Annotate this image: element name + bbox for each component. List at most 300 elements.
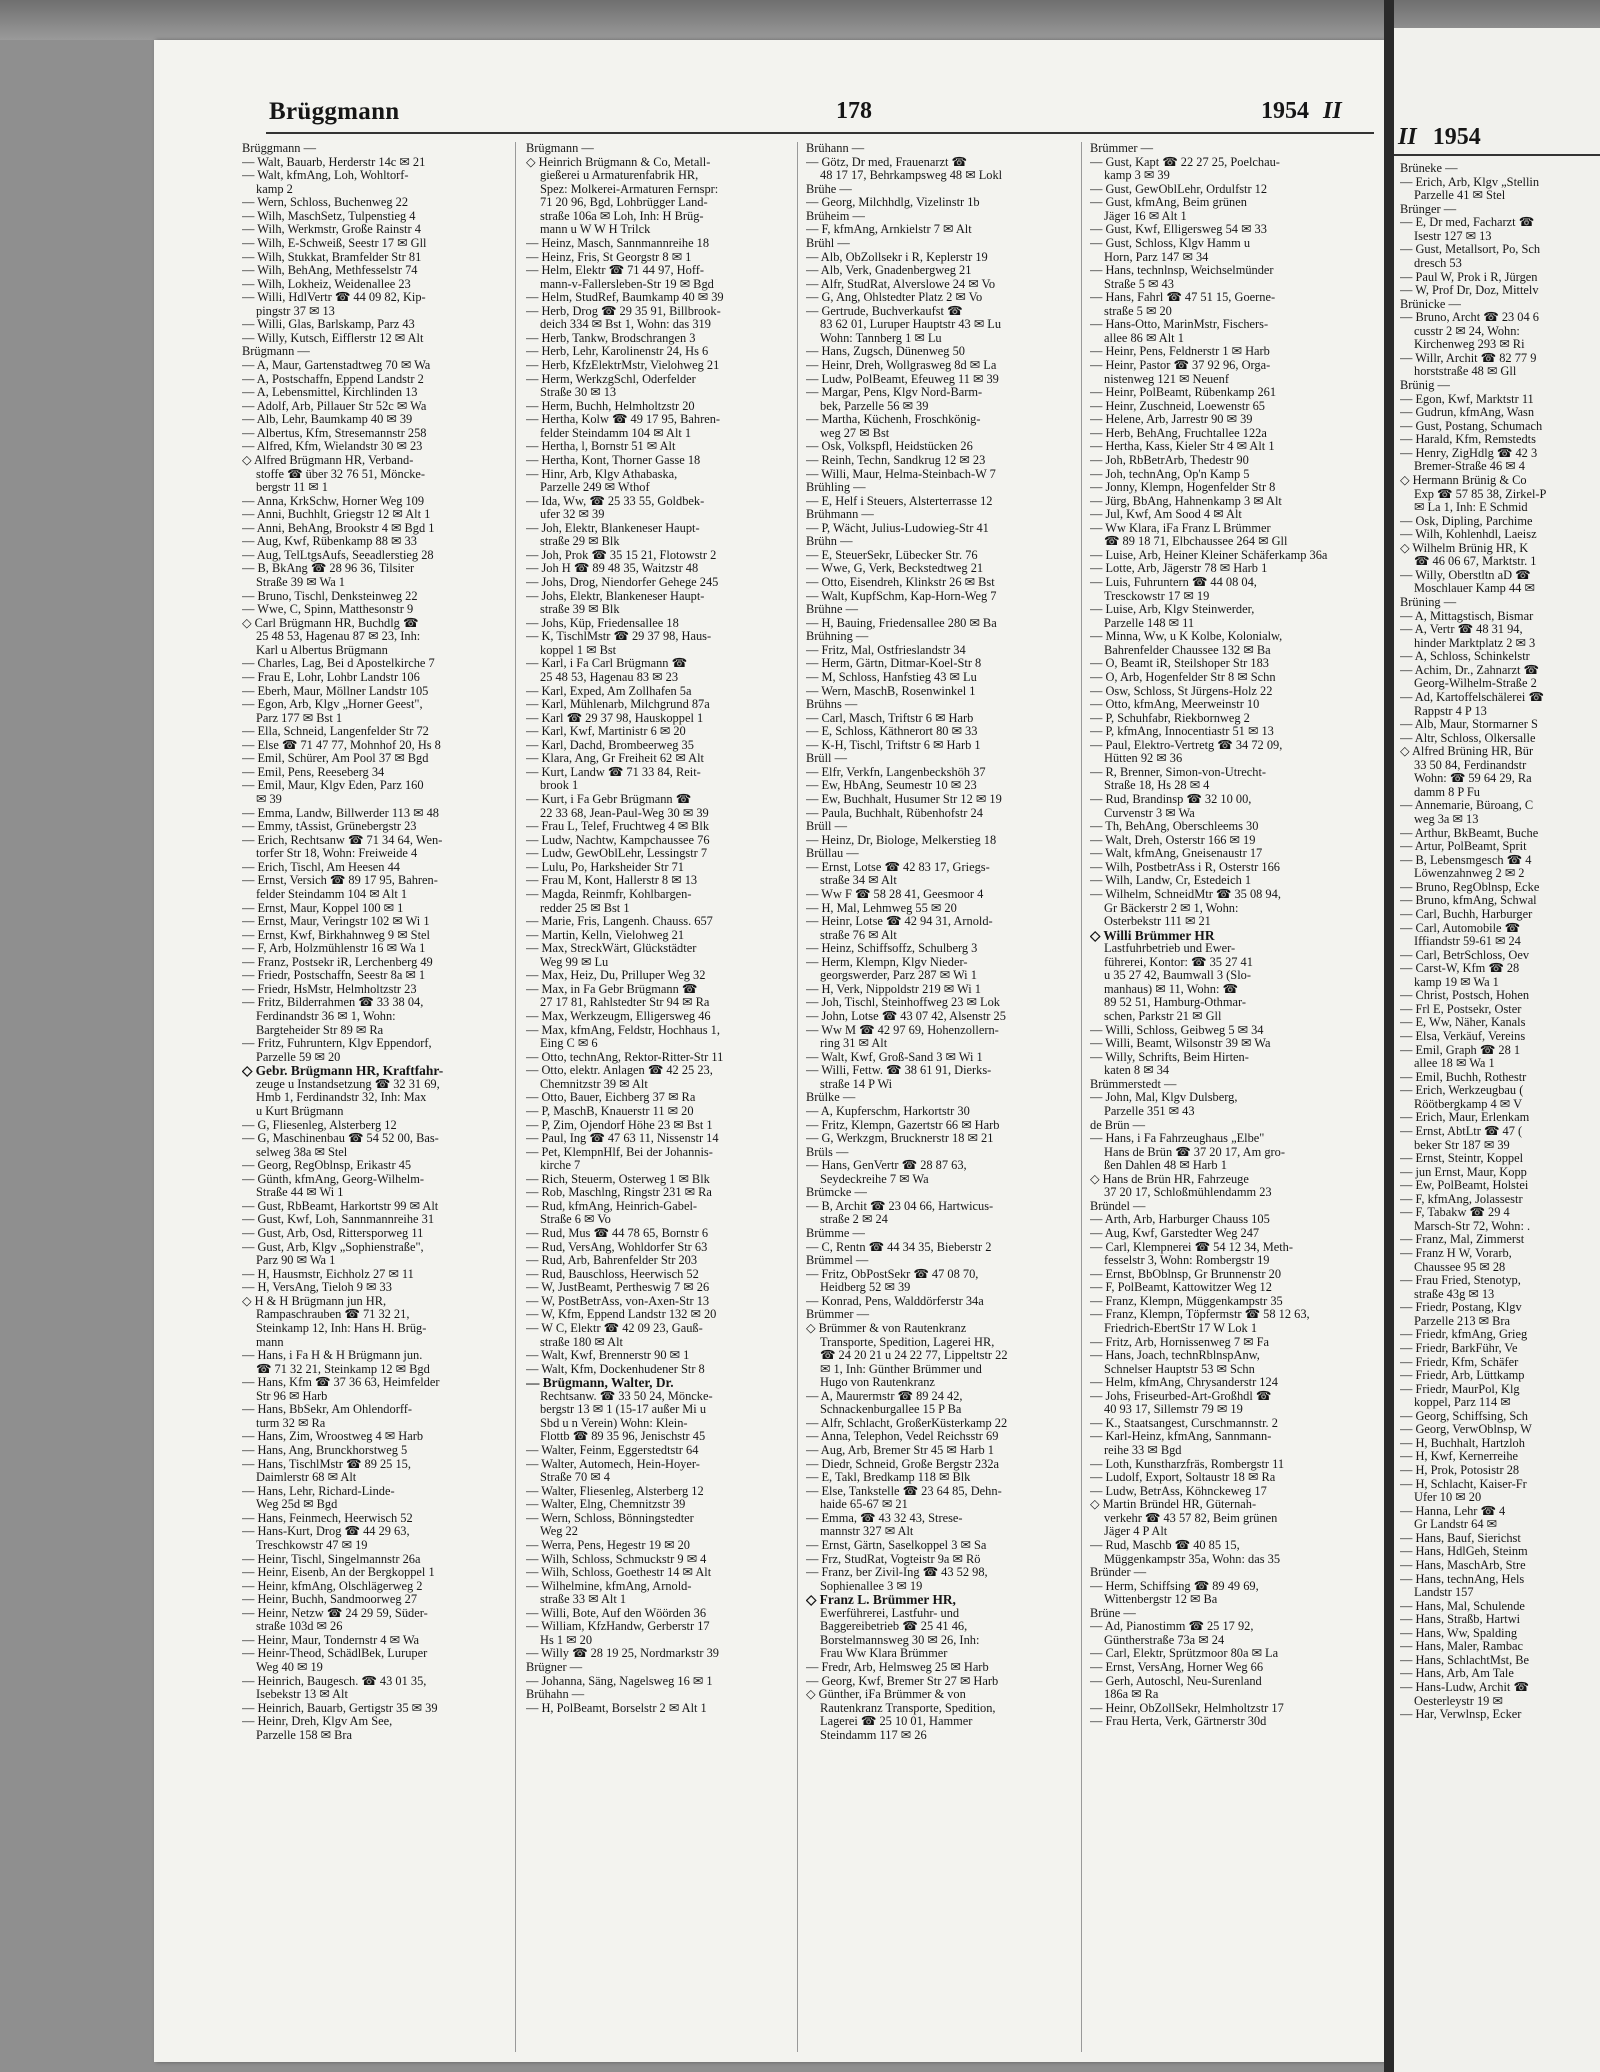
directory-entry-line: Straße 5 ✉ 43 xyxy=(1104,277,1174,291)
directory-entry-line: Karl u Albertus Brügmann xyxy=(256,643,388,657)
directory-entry-line: — A, Postschaffn, Eppend Landstr 2 xyxy=(242,372,424,386)
directory-entry-line: — W, JustBeamt, Pertheswig 7 ✉ 26 xyxy=(526,1281,710,1295)
directory-entry-line: ◇ Gebr. Brügmann HR, Kraftfahr- xyxy=(242,1064,444,1078)
directory-entry-line: Hans de Brün ☎ 37 20 17, Am gro- xyxy=(1104,1145,1285,1159)
adjacent-running-head xyxy=(1398,124,1481,151)
directory-entry-line: — Carl, Buchh, Harburger xyxy=(1400,906,1533,921)
directory-entry-line: — Anni, BehAng, Brookstr 4 ✉ Bgd 1 xyxy=(242,521,435,535)
directory-entry-line: — Hans, MaschArb, Stre xyxy=(1400,1557,1526,1572)
surname-heading: Brümme — xyxy=(806,1227,865,1240)
directory-entry-line: — Herb, BehAng, Fruchtallee 122a xyxy=(1090,426,1267,440)
directory-entry-line: — Ernst, Steintr, Koppel xyxy=(1400,1151,1524,1166)
directory-entry-line: verkehr ☎ 43 57 82, Beim grünen xyxy=(1104,1511,1278,1525)
directory-entry-line: Bremer-Straße 46 ✉ 4 xyxy=(1414,459,1525,474)
directory-entry-line: — Heinz, Fris, St Georgstr 8 ✉ 1 xyxy=(526,250,692,264)
directory-entry-line: — Herb, Lehr, Karolinenstr 24, Hs 6 xyxy=(526,345,709,359)
directory-entry-line: — Fritz, Mal, Ostfrieslandstr 34 xyxy=(806,643,966,657)
directory-entry-line: — Bruno, Archt ☎ 23 04 6 xyxy=(1400,310,1539,325)
directory-entry-line: Rechtsanw. ☎ 33 50 24, Möncke- xyxy=(540,1389,713,1403)
directory-entry-line: — Hans, Fahrl ☎ 47 51 15, Goerne- xyxy=(1090,291,1276,305)
surname-heading: Brügmann — xyxy=(526,142,594,155)
directory-entry-line: — Georg, VerwOblnsp, W xyxy=(1400,1422,1532,1437)
directory-entry-line: — Heinr, Netzw ☎ 24 29 59, Süder- xyxy=(242,1606,428,1620)
directory-entry-line: — Franz, Klempn, Müggenkampstr 35 xyxy=(1090,1294,1283,1308)
directory-entry-line: ◇ Hermann Brünig & Co xyxy=(1400,472,1527,487)
directory-entry-line: — Rud, Arb, Bahrenfelder Str 203 xyxy=(526,1254,698,1268)
surname-heading: Brühann — xyxy=(806,142,865,155)
directory-entry-line: u Kurt Brügmann xyxy=(256,1104,344,1118)
directory-entry-line: — A, Maurermstr ☎ 89 24 42, xyxy=(806,1389,963,1403)
directory-entry-line: — Ad, Pianostimm ☎ 25 17 92, xyxy=(1090,1620,1254,1634)
directory-entry-line: ◇ H & H Brügmann jun HR, xyxy=(242,1294,387,1308)
directory-entry-line: — Heinz, Schiffsoffz, Schulberg 3 xyxy=(806,942,978,956)
surname-heading: Brühns — xyxy=(806,698,858,712)
directory-entry-line: ◇ Willi Brümmer HR xyxy=(1090,928,1215,943)
directory-entry-line: ufer 32 ✉ 39 xyxy=(540,508,605,522)
directory-entry-line: — Hans, Straßb, Hartwi xyxy=(1400,1612,1521,1627)
directory-entry-line: — Wilh, Schloss, Schmuckstr 9 ✉ 4 xyxy=(526,1552,707,1566)
directory-entry-line: — P, kfmAng, Innocentiastr 51 ✉ 13 xyxy=(1090,725,1274,739)
directory-entry-line: — Kurt, Landw ☎ 71 33 84, Reit- xyxy=(526,765,701,779)
directory-entry-line: — Wilhelm, SchneidMtr ☎ 35 08 94, xyxy=(1090,887,1281,901)
surname-heading: Brühmann — xyxy=(806,508,874,522)
directory-entry-line: — Wilh, E-Schweiß, Seestr 17 ✉ Gll xyxy=(242,236,427,250)
directory-entry-line: — P, Zim, Ojendorf Höhe 23 ✉ Bst 1 xyxy=(526,1118,713,1132)
directory-entry-line: — Ew, HbAng, Seumestr 10 ✉ 23 xyxy=(806,779,977,793)
directory-entry-line: Rautenkranz Transporte, Spedition, xyxy=(820,1701,996,1715)
surname-heading: Brühe — xyxy=(806,182,852,196)
directory-entry-line: straße 76 ✉ Alt xyxy=(820,928,897,942)
directory-entry-line: Weg 25d ✉ Bgd xyxy=(256,1498,338,1512)
surname-heading: Brügner — xyxy=(526,1661,583,1674)
directory-entry-line: — Max, in Fa Gebr Brügmann ☎ xyxy=(526,982,698,996)
directory-entry-line: fesselstr 3, Wohn: Rombergstr 19 xyxy=(1104,1254,1270,1268)
directory-entry-line: — Rob, Maschlng, Ringstr 231 ✉ Ra xyxy=(526,1186,712,1200)
directory-entry-line: — Friedr, MaurPol, Klg xyxy=(1400,1381,1520,1396)
directory-entry-line: — Johanna, Säng, Nagelsweg 16 ✉ 1 xyxy=(526,1674,713,1688)
directory-entry-line: — Hans, GenVertr ☎ 28 87 63, xyxy=(806,1159,967,1173)
directory-entry-line: — Annemarie, Büroang, C xyxy=(1400,798,1534,813)
directory-entry-line: Rappstr 4 P 13 xyxy=(1414,703,1487,718)
directory-entry-line: Straße 70 ✉ 4 xyxy=(540,1471,610,1485)
directory-entry-line: — Otto, Eisendreh, Klinkstr 26 ✉ Bst xyxy=(806,576,995,589)
directory-entry-line: — Martin, Kelln, Vielohweg 21 xyxy=(526,928,685,942)
directory-entry-line: führerei, Kontor: ☎ 35 27 41 xyxy=(1104,955,1253,969)
directory-entry-line: mann-v-Fallersleben-Str 19 ✉ Bgd xyxy=(540,277,714,291)
directory-entry-line: — Werra, Pens, Hegestr 19 ✉ 20 xyxy=(526,1538,691,1552)
directory-entry-line: Parzelle 249 ✉ Wthof xyxy=(540,481,650,495)
directory-entry-line: Parzelle 351 ✉ 43 xyxy=(1104,1104,1195,1118)
directory-entry-line: — Wern, MaschB, Rosenwinkel 1 xyxy=(806,684,976,698)
directory-entry-line: — Gust, Kwf, Elligersweg 54 ✉ 33 xyxy=(1090,223,1267,237)
directory-entry-line: — Jürg, BbAng, Hahnenkamp 3 ✉ Alt xyxy=(1090,494,1282,508)
directory-entry-line: ☎ 71 32 21, Steinkamp 12 ✉ Bgd xyxy=(256,1362,430,1376)
directory-entry-line: — E, Schloss, Käthnerort 80 ✉ 33 xyxy=(806,725,978,739)
directory-entry-line: — Erich, Werkzeugbau ( xyxy=(1400,1083,1524,1098)
directory-entry-line: — H, Mal, Lehmweg 55 ✉ 20 xyxy=(806,901,957,915)
directory-entry-line: Rampaschrauben ☎ 71 32 21, xyxy=(256,1308,410,1322)
directory-entry-line: — Har, Verwlnsp, Ecker xyxy=(1400,1707,1522,1722)
section-mark: II xyxy=(1323,98,1342,124)
directory-entry-line: Parz 90 ✉ Wa 1 xyxy=(256,1254,336,1268)
directory-entry-line: — B, Lebensmgesch ☎ 4 xyxy=(1400,852,1532,867)
directory-entry-line: — Artur, PolBeamt, Sprit xyxy=(1400,839,1527,854)
directory-entry-line: — Johs, Küp, Friedensallee 18 xyxy=(526,616,679,630)
directory-entry-line: bergstr 13 ✉ 1 (15-17 außer Mi u xyxy=(540,1403,707,1417)
directory-entry-line: Straße 18, Hs 28 ✉ 4 xyxy=(1104,779,1210,793)
directory-entry-line: — Franz H W, Vorarb, xyxy=(1400,1246,1512,1260)
directory-entry-line: Ferdinandstr 36 ✉ 1, Wohn: xyxy=(256,1010,396,1023)
directory-entry-line: — Rud, kfmAng, Heinrich-Gabel- xyxy=(526,1199,698,1213)
header-rule xyxy=(266,132,1374,134)
directory-entry-line: katen 8 ✉ 34 xyxy=(1104,1064,1170,1078)
surname-heading: Brümmer — xyxy=(1090,142,1153,155)
directory-entry-line: koppel 1 ✉ Bst xyxy=(540,643,617,657)
directory-entry-line: Güntherstraße 73a ✉ 24 xyxy=(1104,1633,1225,1647)
directory-entry-line: — Heinr, kfmAng, Olschlägerweg 2 xyxy=(242,1579,423,1593)
directory-entry-line: 186a ✉ Ra xyxy=(1104,1688,1159,1702)
directory-entry-line: — K., Staatsangest, Curschmannstr. 2 xyxy=(1090,1416,1278,1430)
directory-entry-line: — Ernst, Kwf, Birkhahnweg 9 ✉ Stel xyxy=(242,928,430,942)
directory-entry-line: — Hans, Lehr, Richard-Linde- xyxy=(242,1484,395,1498)
directory-entry-line: straße 180 ✉ Alt xyxy=(540,1335,623,1349)
directory-entry-line: — G, Ang, Ohlstedter Platz 2 ✉ Vo xyxy=(806,291,983,305)
directory-entry-line: straße 2 ✉ 24 xyxy=(820,1213,888,1227)
directory-entry-line: Müggenkampstr 35a, Wohn: das 35 xyxy=(1104,1552,1281,1566)
directory-entry-line: — Hans, Bauf, Sierichst xyxy=(1400,1530,1521,1545)
directory-entry-line: — Diedr, Schneid, Große Bergstr 232a xyxy=(806,1457,1000,1471)
directory-entry-line: — Johs, Elektr, Blankeneser Haupt- xyxy=(526,589,705,603)
surname-heading: Brüneke — xyxy=(1400,162,1458,175)
directory-entry-line: — Walter, Fliesenleg, Alsterberg 12 xyxy=(526,1484,704,1498)
directory-entry-line: torfer Str 18, Wohn: Freiweide 4 xyxy=(256,847,418,861)
surname-heading: Brümmer — xyxy=(806,1308,869,1322)
directory-entry-line: Curvenstr 3 ✉ Wa xyxy=(1104,806,1195,820)
directory-entry-line: Straße 44 ✉ Wi 1 xyxy=(256,1186,344,1200)
directory-entry-line: ✉ 1, Inh: Günther Brümmer und xyxy=(820,1362,982,1376)
directory-entry-line: — Lulu, Po, Harksheider Str 71 xyxy=(526,860,684,874)
directory-entry-line: — Fritz, Bilderrahmen ☎ 33 38 04, xyxy=(242,996,424,1010)
directory-entry-line: — F, PolBeamt, Kattowitzer Weg 12 xyxy=(1090,1281,1272,1295)
directory-entry-line: — Friedr, Arb, Lüttkamp xyxy=(1400,1368,1525,1383)
directory-entry-line: — Helm, kfmAng, Chrysanderstr 124 xyxy=(1090,1376,1278,1390)
directory-entry-line: allee 86 ✉ Alt 1 xyxy=(1104,331,1184,345)
directory-entry-line: — Ew, Buchhalt, Husumer Str 12 ✉ 19 xyxy=(806,793,1002,806)
directory-entry-line: — Ernst, Gärtn, Saselkoppel 3 ✉ Sa xyxy=(806,1538,987,1552)
directory-entry-line: — Gust, Metallsort, Po, Sch xyxy=(1400,242,1541,257)
directory-entry-line: — Joh, RbBetrArb, Thedestr 90 xyxy=(1090,453,1249,467)
directory-entry-line: 71 20 96, Bgd, Lohbrügger Land- xyxy=(540,196,708,210)
directory-entry-line: — Elsa, Verkäuf, Vereins xyxy=(1400,1029,1526,1043)
year: 1954 xyxy=(1261,98,1309,124)
directory-entry-line: — Wilh, Werkmstr, Große Rainstr 4 xyxy=(242,223,421,237)
directory-entry-line: — Max, kfmAng, Feldstr, Hochhaus 1, xyxy=(526,1023,720,1037)
directory-page xyxy=(154,40,1384,2062)
directory-entry-line: Seydeckreihe 7 ✉ Wa xyxy=(820,1172,929,1186)
directory-entry-line: — Heinr, Zuschneid, Loewenstr 65 xyxy=(1090,399,1265,413)
surname-heading: Brüll — xyxy=(806,820,847,834)
directory-entry-line: — Heinrich, Bauarb, Gertigstr 35 ✉ 39 xyxy=(242,1701,438,1715)
directory-entry-line: — Egon, Kwf, Marktstr 11 xyxy=(1400,391,1534,406)
directory-entry-line: Hmb 1, Ferdinandstr 32, Inh: Max xyxy=(256,1091,427,1105)
directory-entry-line: — H, Buchhalt, Hartzloh xyxy=(1400,1435,1525,1450)
directory-entry-line: — Ernst, AbtLtr ☎ 47 ( xyxy=(1400,1123,1523,1138)
directory-entry-line: zeuge u Instandsetzung ☎ 32 31 69, xyxy=(256,1077,440,1091)
surname-heading: Brünig — xyxy=(1400,378,1450,392)
directory-entry-line: — Herm, Buchh, Helmholtzstr 20 xyxy=(526,399,695,413)
directory-entry-line: — Heinrich, Baugesch. ☎ 43 01 35, xyxy=(242,1674,427,1688)
directory-entry-line: straße 29 ✉ Blk xyxy=(540,535,620,549)
directory-entry-line: — Franz, ber Zivil-Ing ☎ 43 52 98, xyxy=(806,1566,988,1580)
directory-entry-line: — Wwe, G, Verk, Beckstedtweg 21 xyxy=(806,562,984,576)
column-divider xyxy=(797,142,798,2052)
directory-entry-line: — Willr, Archit ☎ 82 77 9 xyxy=(1400,350,1537,365)
directory-entry-line: — H, Verk, Nippoldstr 219 ✉ Wi 1 xyxy=(806,982,981,996)
directory-entry-line: — Harald, Kfm, Remstedts xyxy=(1400,432,1536,447)
directory-entry-line: — Wilh, PostbetrAss i R, Osterstr 166 xyxy=(1090,860,1280,874)
directory-entry-line: — Hans, HdlGeh, Steinm xyxy=(1400,1544,1528,1559)
directory-entry-line: — Karl, i Fa Carl Brügmann ☎ xyxy=(526,657,687,671)
directory-entry-line: Straße 6 ✉ Vo xyxy=(540,1213,611,1227)
directory-entry-line: turm 32 ✉ Ra xyxy=(256,1416,326,1430)
directory-entry-line: Steinkamp 12, Inh: Hans H. Brüg- xyxy=(256,1321,427,1335)
directory-entry-line: — Hans, Ww, Spalding xyxy=(1400,1625,1518,1640)
directory-entry-line: — Joh, Elektr, Blankeneser Haupt- xyxy=(526,521,700,535)
running-head-name: Brüggmann xyxy=(269,98,400,125)
directory-entry-line: — Marie, Fris, Langenh. Chauss. 657 xyxy=(526,915,713,929)
directory-entry-line: — Max, Heiz, Du, Prilluper Weg 32 xyxy=(526,969,706,983)
directory-entry-line: — Joh, Tischl, Steinhoffweg 23 ✉ Lok xyxy=(806,996,1000,1010)
directory-column-1 xyxy=(242,142,510,2057)
directory-entry-line: — Alb, Maur, Stormarner S xyxy=(1400,717,1538,732)
directory-entry-line: — Erich, Maur, Erlenkam xyxy=(1400,1110,1530,1125)
directory-entry-line: Gr Bäckerstr 2 ✉ 1, Wohn: xyxy=(1104,901,1239,915)
directory-entry-line: — Fritz, Arb, Hornissenweg 7 ✉ Fa xyxy=(1090,1335,1270,1349)
directory-entry-line: dresch 53 xyxy=(1414,255,1462,270)
directory-entry-line: — E, Helf i Steuers, Alsterterrasse 12 xyxy=(806,494,993,508)
directory-entry-line: straße 103d ✉ 26 xyxy=(256,1620,343,1634)
surname-heading: Brühne — xyxy=(806,603,858,617)
directory-entry-line: ring 31 ✉ Alt xyxy=(820,1037,888,1051)
surname-heading: Brügmann — xyxy=(242,345,310,359)
directory-entry-line: — E, SteuerSekr, Lübecker Str. 76 xyxy=(806,548,978,562)
directory-entry-line: — Johs, Friseurbed-Art-Großhdl ☎ xyxy=(1090,1389,1272,1403)
directory-entry-line: — Else, Tankstelle ☎ 23 64 85, Dehn- xyxy=(806,1484,1002,1498)
directory-entry-line: — Rud, Mus ☎ 44 78 65, Bornstr 6 xyxy=(526,1227,709,1240)
directory-entry-line: — Heinr-Theod, SchädlBek, Luruper xyxy=(242,1647,428,1661)
directory-entry-line: — Heinr, Tischl, Singelmannstr 26a xyxy=(242,1552,421,1566)
directory-entry-line: kamp 2 xyxy=(256,182,293,196)
directory-entry-line: 37 20 17, Schloßmühlendamm 23 xyxy=(1104,1186,1272,1200)
surname-heading: Brünger — xyxy=(1400,201,1457,216)
directory-entry-line: Daimlerstr 68 ✉ Alt xyxy=(256,1471,357,1485)
directory-entry-line: — P, Schuhfabr, Riekbornweg 2 xyxy=(1090,711,1250,725)
directory-entry-line: Horn, Parz 147 ✉ 34 xyxy=(1104,250,1209,264)
directory-entry-line: — Erich, Arb, Klgv „Stellin xyxy=(1400,174,1540,189)
directory-entry-line: — Erich, Tischl, Am Heesen 44 xyxy=(242,860,400,874)
directory-entry-line: — Alfr, Schlacht, GroßerKüsterkamp 22 xyxy=(806,1416,1008,1430)
directory-entry-line: — Max, StreckWärt, Glückstädter xyxy=(526,942,697,956)
directory-entry-line: 33 50 84, Ferdinandstr xyxy=(1414,757,1527,772)
directory-entry-line: — F, kfmAng, Jolassestr xyxy=(1400,1191,1523,1206)
directory-entry-line: Tresckowstr 17 ✉ 19 xyxy=(1104,589,1210,603)
directory-entry-line: — Walt, kfmAng, Gneisenaustr 17 xyxy=(1090,847,1263,861)
directory-entry-line: — Ad, Kartoffelschälerei ☎ xyxy=(1400,689,1544,704)
directory-entry-line: — Willi, HdlVertr ☎ 44 09 82, Kip- xyxy=(242,291,426,305)
directory-entry-line: — Elfr, Verkfn, Langenbeckshöh 37 xyxy=(806,765,986,779)
directory-entry-line: beker Str 187 ✉ 39 xyxy=(1414,1137,1510,1152)
directory-entry-line: — Gertrude, Buchverkaufst ☎ xyxy=(806,304,963,318)
directory-entry-line: Iffiandstr 59-61 ✉ 24 xyxy=(1414,934,1521,949)
directory-entry-line: — Günth, kfmAng, Georg-Wilhelm- xyxy=(242,1172,425,1186)
directory-entry-line: — E, Ww, Näher, Kanals xyxy=(1400,1015,1526,1030)
directory-entry-line: mann u W W H Trilck xyxy=(540,223,651,237)
directory-entry-line: — Rud, VersAng, Wohldorfer Str 63 xyxy=(526,1240,708,1254)
directory-entry-line: — H, Schlacht, Kaiser-Fr xyxy=(1400,1476,1527,1491)
directory-entry-line: — Walter, Automech, Hein-Hoyer- xyxy=(526,1457,700,1471)
surname-heading: Brüls — xyxy=(806,1145,849,1159)
directory-entry-line: — Luise, Arb, Heiner Kleiner Schäferkamp 36a xyxy=(1090,548,1328,562)
directory-entry-line: — Hans-Otto, MarinMstr, Fischers- xyxy=(1090,318,1269,332)
directory-entry-line: — Martha, Küchenh, Froschkönig- xyxy=(806,413,981,427)
directory-entry-line: — Joh, technAng, Op'n Kamp 5 xyxy=(1090,467,1250,481)
directory-entry-line: — Albertus, Kfm, Stresemannstr 258 xyxy=(242,426,427,440)
directory-entry-line: — Walt, KupfSchm, Kap-Horn-Weg 7 xyxy=(806,589,997,603)
directory-entry-line: — E, Takl, Bredkamp 118 ✉ Blk xyxy=(806,1471,971,1485)
directory-entry-line: ◇ Hans de Brün HR, Fahrzeuge xyxy=(1090,1172,1249,1186)
directory-entry-line: 40 93 17, Sillemstr 79 ✉ 19 xyxy=(1104,1403,1243,1417)
directory-entry-line: ◇ Wilhelm Brünig HR, K xyxy=(1400,540,1529,555)
directory-entry-line: — Joh, Prok ☎ 35 15 21, Flotowstr 2 xyxy=(526,548,717,562)
column-divider xyxy=(515,142,516,2052)
directory-entry-line: — Otto, kfmAng, Meerweinstr 10 xyxy=(1090,698,1260,712)
directory-entry-line: — Jonny, Klempn, Hogenfelder Str 8 xyxy=(1090,481,1276,495)
directory-entry-line: — Heinr, Dreh, Wollgrasweg 8d ✉ La xyxy=(806,359,997,372)
adjacent-year: 1954 xyxy=(1432,124,1481,150)
directory-entry-line: — Willy, Oberstltn aD ☎ xyxy=(1400,567,1531,582)
directory-entry-line: — B, BkAng ☎ 28 96 36, Tilsiter xyxy=(242,562,415,576)
directory-entry-line: Isestr 127 ✉ 13 xyxy=(1414,228,1492,243)
directory-entry-line: Lagerei ☎ 25 10 01, Hammer xyxy=(820,1715,973,1729)
directory-entry-line: — Frau E, Lohr, Lohbr Landstr 106 xyxy=(242,670,420,684)
directory-entry-line: — P, MaschB, Knauerstr 11 ✉ 20 xyxy=(526,1104,694,1118)
directory-entry-line: — Hans, TischlMstr ☎ 89 25 15, xyxy=(242,1457,411,1471)
directory-entry-line: — O, Arb, Hogenfelder Str 8 ✉ Schn xyxy=(1090,670,1276,684)
directory-entry-line: 27 17 81, Rahlstedter Str 94 ✉ Ra xyxy=(540,996,710,1010)
directory-entry-line: Flottb ☎ 89 35 96, Jenischstr 45 xyxy=(540,1430,706,1444)
directory-entry-line: Str 96 ✉ Harb xyxy=(256,1389,328,1403)
directory-entry-line: — Ww M ☎ 42 97 69, Hohenzollern- xyxy=(806,1023,999,1037)
directory-entry-line: Jäger 4 P Alt xyxy=(1104,1525,1168,1539)
directory-entry-line: 83 62 01, Luruper Hauptstr 43 ✉ Lu xyxy=(820,318,1002,332)
directory-entry-line: Baggereibetrieb ☎ 25 41 46, xyxy=(820,1620,968,1634)
directory-entry-line: straße 34 ✉ Alt xyxy=(820,874,897,888)
directory-entry-line: hinder Marktplatz 2 ✉ 3 xyxy=(1414,635,1536,650)
directory-entry-line: — Hinr, Arb, Klgv Athabaska, xyxy=(526,467,678,481)
directory-entry-line: — Frl E, Postsekr, Oster xyxy=(1400,1001,1522,1016)
directory-entry-line: Transporte, Spedition, Lagerei HR, xyxy=(820,1335,995,1349)
directory-entry-line: bergstr 11 ✉ 1 xyxy=(256,481,328,495)
directory-entry-line: allee 18 ✉ Wa 1 xyxy=(1414,1056,1495,1071)
directory-entry-line: — Otto, Bauer, Eichberg 37 ✉ Ra xyxy=(526,1091,696,1105)
surname-heading: Brühling — xyxy=(806,481,866,495)
directory-entry-line: — Carl, BetrSchloss, Oev xyxy=(1400,947,1530,962)
directory-entry-line: Moschlauer Kamp 44 ✉ xyxy=(1414,581,1535,596)
directory-entry-line: — Anna, KrkSchw, Horner Weg 109 xyxy=(242,494,425,508)
directory-entry-line: — Hans-Ludw, Archit ☎ xyxy=(1400,1680,1529,1694)
directory-entry-line: — Heinr, PolBeamt, Rübenkamp 261 xyxy=(1090,386,1277,400)
directory-entry-line: ☎ 24 20 21 u 24 22 77, Lippeltstr 22 xyxy=(820,1349,1008,1363)
surname-heading: Brühahn — xyxy=(526,1688,585,1702)
directory-entry-line: — Emil, Graph ☎ 28 1 xyxy=(1400,1042,1521,1057)
directory-entry-line: Eing C ✉ 6 xyxy=(540,1037,598,1051)
directory-entry-line: — E, Dr med, Facharzt ☎ xyxy=(1400,215,1535,230)
directory-entry-line: — Herb, Drog ☎ 29 35 91, Billbrook- xyxy=(526,304,721,318)
surname-heading: Brüheim — xyxy=(806,209,865,223)
directory-entry-line: — G, Maschinenbau ☎ 54 52 00, Bas- xyxy=(242,1132,439,1146)
directory-entry-line: Borstelmannsweg 30 ✉ 26, Inh: xyxy=(820,1633,980,1647)
directory-entry-line: Parzelle 41 ✉ Stel xyxy=(1414,188,1506,203)
directory-entry-line: — Walt, Kfm, Dockenhudener Str 8 xyxy=(526,1362,705,1376)
directory-entry-line: — Herb, Tankw, Brodschrangen 3 xyxy=(526,331,696,345)
directory-entry-line: — H, Hausmstr, Eichholz 27 ✉ 11 xyxy=(242,1267,414,1281)
directory-entry-line: — Willi, Maur, Helma-Steinbach-W 7 xyxy=(806,467,996,481)
directory-entry-line: 25 48 53, Hagenau 83 ✉ 23 xyxy=(540,670,679,684)
directory-entry-line: — H, PolBeamt, Borselstr 2 ✉ Alt 1 xyxy=(526,1701,707,1715)
directory-entry-line: — Hans, Maler, Rambac xyxy=(1400,1639,1524,1654)
directory-entry-line: — Heinr, Maur, Tondernstr 4 ✉ Wa xyxy=(242,1633,420,1647)
directory-entry-line: — Bruno, kfmAng, Schwal xyxy=(1400,893,1537,908)
directory-entry-line: Jäger 16 ✉ Alt 1 xyxy=(1104,209,1187,223)
directory-entry-line: — Ludw, PolBeamt, Efeuweg 11 ✉ 39 xyxy=(806,372,999,386)
directory-entry-line: — Gust, kfmAng, Beim grünen xyxy=(1090,196,1247,210)
directory-entry-line: — A, Lebensmittel, Kirchlinden 13 xyxy=(242,386,418,400)
directory-entry-line: — Wilh, BehAng, Methfesselstr 74 xyxy=(242,264,418,278)
directory-entry-line: — Friedr, Kfm, Schäfer xyxy=(1400,1354,1519,1369)
directory-entry-line: — Hans, Joach, technRblnspAnw, xyxy=(1090,1349,1260,1363)
directory-entry-line: — Frau Fried, Stenotyp, xyxy=(1400,1273,1521,1288)
directory-entry-line: — Hans, technlnsp, Weichselmünder xyxy=(1090,264,1274,278)
directory-entry-line: ◇ Carl Brügmann HR, Buchdlg ☎ xyxy=(242,616,419,630)
directory-entry-line: Bargteheider Str 89 ✉ Ra xyxy=(256,1023,384,1037)
directory-entry-line: — Ernst, Versich ☎ 89 17 95, Bahren- xyxy=(242,874,438,888)
directory-entry-line: — Emma, ☎ 43 32 43, Strese- xyxy=(806,1511,963,1525)
directory-entry-line: — Emmy, tAssist, Grünebergstr 23 xyxy=(242,820,417,834)
directory-entry-line: — Wern, Schloss, Bönningstedter xyxy=(526,1511,694,1525)
surname-heading: Brünicke — xyxy=(1400,296,1461,311)
surname-heading: Brühn — xyxy=(806,535,853,549)
directory-entry-line: gießerei u Armaturenfabrik HR, xyxy=(540,169,699,183)
directory-entry-line: — Willy, Schrifts, Beim Hirten- xyxy=(1090,1050,1249,1064)
directory-entry-line: — Christ, Postsch, Hohen xyxy=(1400,988,1530,1003)
directory-entry-line: Löwenzahnweg 2 ✉ 2 xyxy=(1414,866,1525,881)
directory-entry-line: — Herb, KfzElektrMstr, Vielohweg 21 xyxy=(526,359,720,372)
directory-entry-line: Parz 177 ✉ Bst 1 xyxy=(256,711,343,725)
surname-heading: Brümmel — xyxy=(806,1254,869,1268)
directory-entry-line: kamp 3 ✉ 39 xyxy=(1104,169,1170,183)
directory-entry-line: — Walt, Kwf, Groß-Sand 3 ✉ Wi 1 xyxy=(806,1050,983,1064)
directory-entry-line: — Willi, Schloss, Geibweg 5 ✉ 34 xyxy=(1090,1023,1264,1037)
directory-entry-line: — Wern, Schloss, Buchenweg 22 xyxy=(242,196,409,210)
directory-entry-line: — Wilh, Stukkat, Bramfelder Str 81 xyxy=(242,250,422,264)
directory-entry-line: — Wilh, Landw, Cr, Estedeich 1 xyxy=(1090,874,1252,888)
directory-entry-line: — Alb, ObZollsekr i R, Keplerstr 19 xyxy=(806,250,988,264)
directory-entry-line: — W, Prof Dr, Doz, Mittelv xyxy=(1400,283,1539,298)
directory-entry-line: — Alfred, Kfm, Wielandstr 30 ✉ 23 xyxy=(242,440,423,454)
column-divider xyxy=(1081,142,1082,2052)
directory-entry-line: — Georg, Kwf, Bremer Str 27 ✉ Harb xyxy=(806,1674,999,1688)
directory-entry-line: felder Steindamm 104 ✉ Alt 1 xyxy=(540,426,692,440)
